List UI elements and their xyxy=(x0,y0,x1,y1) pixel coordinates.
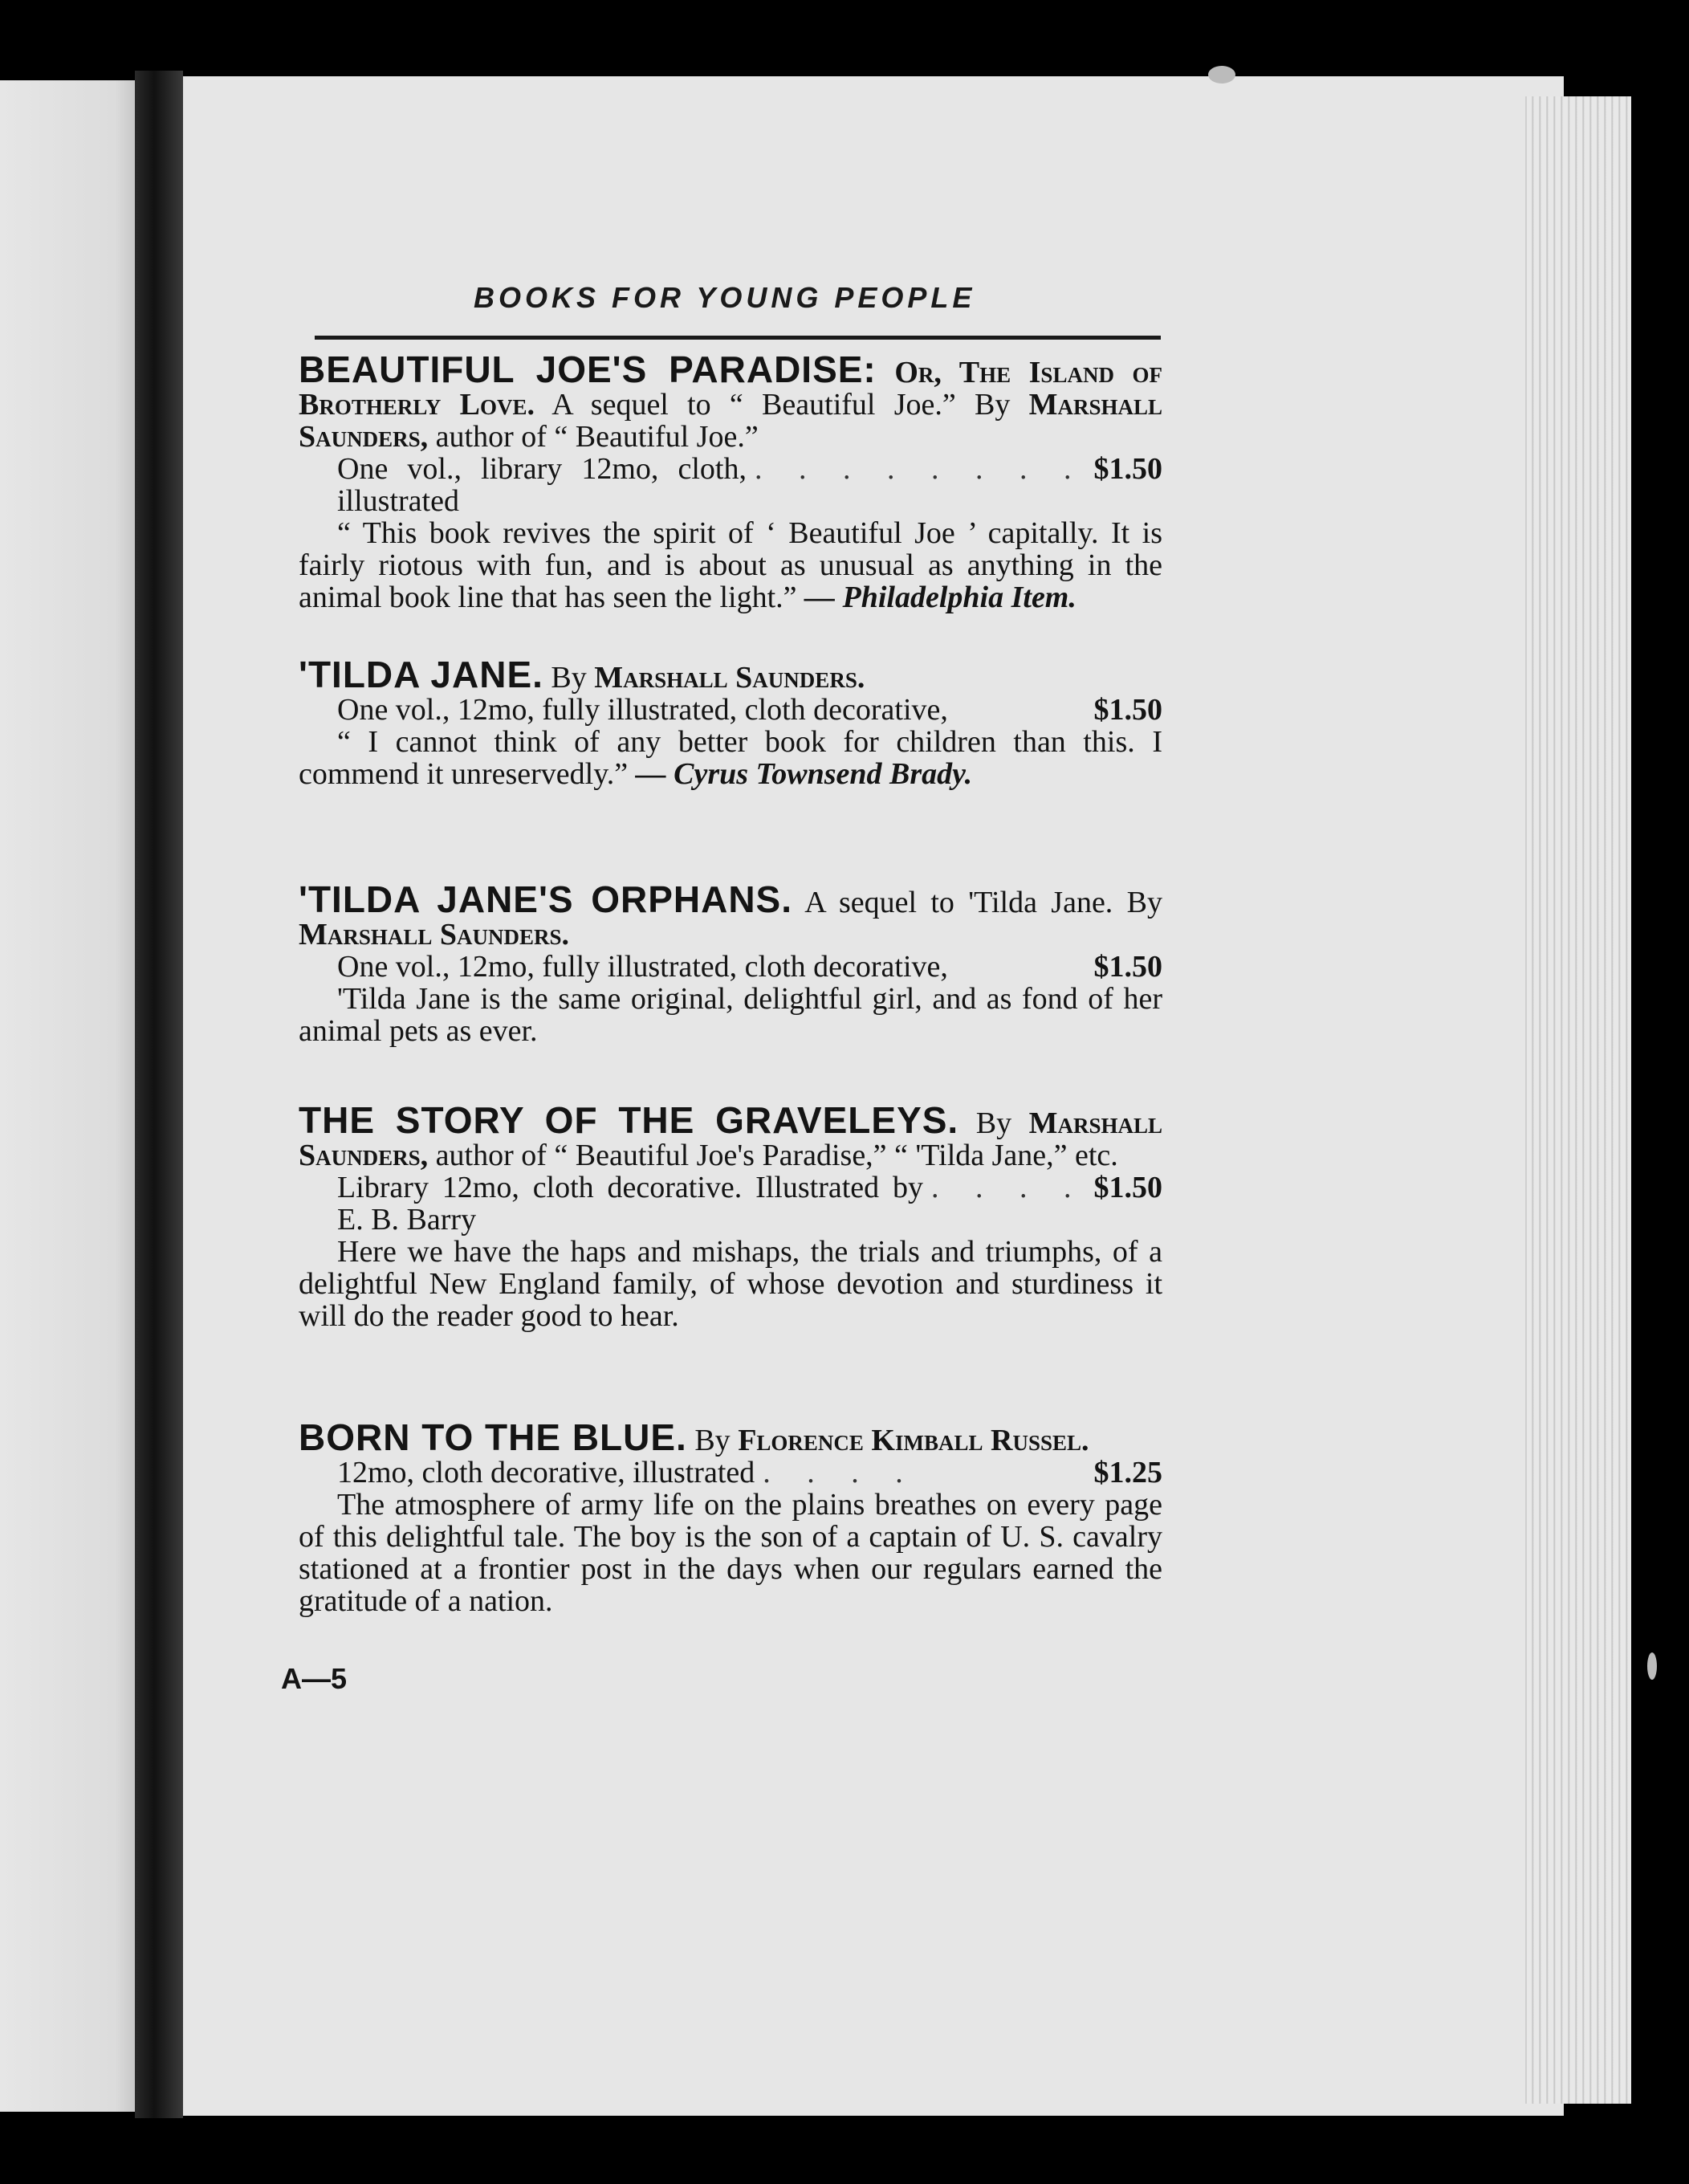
leader-dots: . . . . xyxy=(931,1171,1086,1204)
format-line xyxy=(299,1171,1162,1236)
header-rule xyxy=(315,336,1161,340)
book-author: Marshall Saunders, xyxy=(299,1106,1163,1172)
sequel-note: A sequel to 'Tilda Jane. xyxy=(804,886,1113,919)
format-line xyxy=(299,951,1162,983)
book-title: 'TILDA JANE. xyxy=(299,654,543,695)
leader-dots: . . . . xyxy=(763,1456,918,1489)
book-title: 'TILDA JANE'S ORPHANS. xyxy=(299,878,793,920)
sequel-note: A sequel to “ Beautiful Joe.” xyxy=(551,388,956,422)
format-line xyxy=(299,694,1162,726)
book-gutter xyxy=(135,71,183,2118)
book-format: 12mo, cloth decorative, illustrated xyxy=(337,1456,755,1489)
blurb-credit: — Cyrus Townsend Brady. xyxy=(635,757,973,791)
book-blurb: “ I cannot think of any better book for children than this. I commend it unreservedly.” — Cyrus Townsend Brady. xyxy=(299,725,1162,791)
leader-dots: . . . . . . . . xyxy=(755,452,1086,486)
book-entry xyxy=(299,1099,1163,1333)
book-entry xyxy=(299,654,1162,791)
book-price: $1.50 xyxy=(1093,1171,1162,1204)
book-author: Marshall Saunders, xyxy=(299,388,1163,454)
running-head: BOOKS FOR YOUNG PEOPLE xyxy=(474,281,976,314)
book-price: $1.50 xyxy=(1093,950,1162,984)
book-author: Marshall Saunders. xyxy=(594,661,865,695)
author-note: author of “ Beautiful Joe's Paradise,” “ 'Tilda Jane,” etc. xyxy=(435,1139,1118,1172)
book-price: $1.50 xyxy=(1093,693,1162,727)
page-edges xyxy=(1525,96,1631,2104)
by-label: By xyxy=(975,1106,1012,1140)
book-title: THE STORY OF THE GRAVELEYS. xyxy=(299,1099,959,1141)
book-format: One vol., 12mo, fully illustrated, cloth decorative, xyxy=(337,693,948,727)
book-blurb: “ This book revives the spirit of ‘ Beautiful Joe ’ capitally. It is fairly riotous with fun, and is about as unusual as anything in the animal book line that has seen the light.” — Philadelphia Item. xyxy=(299,516,1162,614)
by-label: By xyxy=(551,661,587,695)
book-subtitle: Or, The Island of Brotherly Love. xyxy=(299,356,1163,422)
book-format: One vol., library 12mo, cloth, illustrated xyxy=(337,452,747,518)
book-title: BORN TO THE BLUE. xyxy=(299,1416,687,1458)
page-speck xyxy=(1208,66,1235,84)
book-author: Marshall Saunders. xyxy=(299,918,570,951)
signature-mark: A—5 xyxy=(281,1662,348,1695)
by-label: By xyxy=(694,1424,731,1457)
book-title: BEAUTIFUL JOE'S PARADISE: xyxy=(299,348,877,390)
format-line xyxy=(299,453,1162,517)
book-price: $1.25 xyxy=(1093,1456,1162,1489)
book-blurb: 'Tilda Jane is the same original, delightful girl, and as fond of her animal pets as ever. xyxy=(299,982,1162,1048)
blurb-credit: — Philadelphia Item. xyxy=(804,581,1076,614)
book-blurb: The atmosphere of army life on the plains breathes on every page of this delightful tale. The boy is the son of a captain of U. S. cavalry stationed at a frontier post in the days when our regulars earned the gratitude of a nation. xyxy=(299,1488,1162,1618)
by-label: By xyxy=(1126,886,1163,919)
book-price: $1.50 xyxy=(1093,452,1162,486)
book-author: Florence Kimball Russel. xyxy=(738,1424,1089,1457)
page-speck xyxy=(1647,1652,1657,1680)
book-entry xyxy=(299,348,1163,614)
book-entry xyxy=(299,1416,1162,1618)
book-entry xyxy=(299,878,1163,1048)
book-format: One vol., 12mo, fully illustrated, cloth decorative, xyxy=(337,950,948,984)
book-blurb: Here we have the haps and mishaps, the trials and triumphs, of a delightful New England family, of whose devotion and sturdiness it will do the reader good to hear. xyxy=(299,1235,1162,1333)
by-label: By xyxy=(975,388,1011,422)
author-note: author of “ Beautiful Joe.” xyxy=(435,420,759,454)
book-format: Library 12mo, cloth decorative. Illustrated by E. B. Barry xyxy=(337,1171,923,1237)
format-line xyxy=(299,1457,1162,1489)
